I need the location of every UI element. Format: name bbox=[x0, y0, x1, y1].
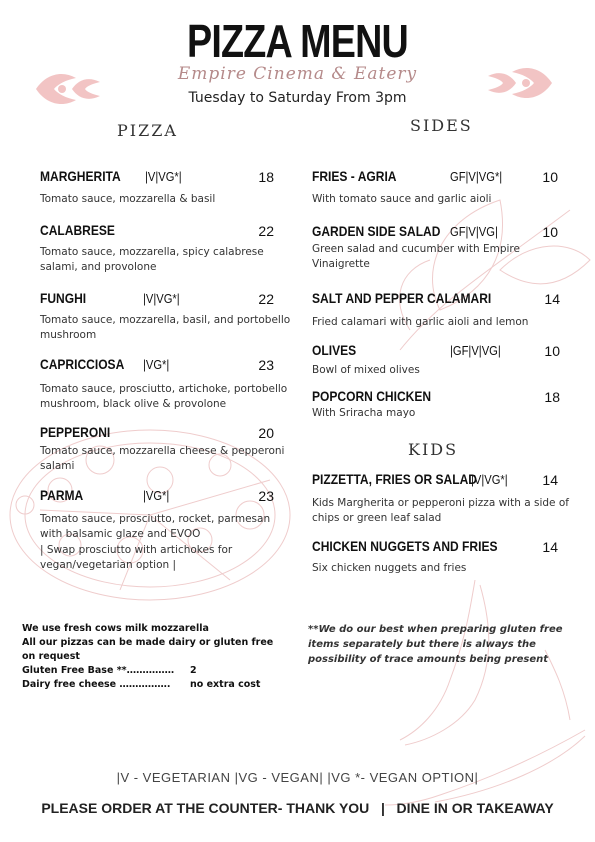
item-price: 14 bbox=[542, 539, 558, 555]
item-description: Tomato sauce, mozzarella cheese & pepperoni salami bbox=[40, 445, 285, 472]
page-title: PIZZA MENU bbox=[187, 15, 408, 67]
item-name: PARMA bbox=[40, 487, 84, 503]
opening-hours: Tuesday to Saturday From 3pm bbox=[188, 90, 407, 106]
item-description: Tomato sauce, prosciutto, rocket, parmesan with balsamic glaze and EVOO bbox=[40, 513, 271, 540]
item-description: Six chicken nuggets and fries bbox=[312, 562, 467, 574]
dietary-tags: |GF|V|VG| bbox=[450, 343, 501, 358]
item-description: Tomato sauce, mozzarella, spicy calabrese salami, and provolone bbox=[40, 246, 264, 273]
item-description: Bowl of mixed olives bbox=[312, 364, 420, 376]
item-name: OLIVES bbox=[312, 342, 357, 358]
dairy-free-cheese-price: no extra cost bbox=[190, 679, 261, 690]
item-name: FUNGHI bbox=[40, 290, 87, 306]
item-description: With tomato sauce and garlic aioli bbox=[312, 193, 492, 205]
item-description: Kids Margherita or pepperoni pizza with a side of chips or green leaf salad bbox=[312, 497, 569, 524]
item-name: POPCORN CHICKEN bbox=[312, 388, 432, 404]
item-name: SALT AND PEPPER CALAMARI bbox=[312, 290, 492, 306]
item-price: 18 bbox=[544, 389, 560, 405]
dietary-tags: |VG*| bbox=[143, 357, 170, 372]
section-heading-sides: SIDES bbox=[410, 116, 473, 135]
item-price: 20 bbox=[258, 425, 274, 441]
item-price: 22 bbox=[258, 291, 274, 307]
item-price: 10 bbox=[542, 169, 558, 185]
item-name: CHICKEN NUGGETS AND FRIES bbox=[312, 538, 498, 554]
item-price: 23 bbox=[258, 357, 274, 373]
order-instructions: PLEASE ORDER AT THE COUNTER- THANK YOU | DINE IN OR TAKEAWAY bbox=[41, 800, 554, 816]
item-description: Fried calamari with garlic aioli and lemon bbox=[312, 316, 529, 328]
dietary-legend: |V - VEGETARIAN |VG - VEGAN| |VG *- VEGAN OPTION| bbox=[116, 770, 479, 785]
item-swap-note: | Swap prosciutto with artichokes for vegan/vegetarian option | bbox=[40, 544, 233, 571]
mozzarella-note: We use fresh cows milk mozzarella bbox=[22, 623, 209, 634]
item-price: 14 bbox=[542, 472, 558, 488]
dietary-tags: |VG*| bbox=[143, 488, 170, 503]
section-heading-kids: KIDS bbox=[408, 440, 459, 459]
item-name: GARDEN SIDE SALAD bbox=[312, 223, 441, 239]
gluten-free-base-label: Gluten Free Base **…………… bbox=[22, 665, 175, 676]
dietary-tags: |V|VG*| bbox=[471, 472, 508, 487]
dietary-tags: GF|V|VG*| bbox=[450, 169, 503, 184]
item-description: Tomato sauce, mozzarella, basil, and portobello mushroom bbox=[40, 314, 291, 341]
item-price: 23 bbox=[258, 488, 274, 504]
item-price: 18 bbox=[258, 169, 274, 185]
gluten-free-disclaimer: **We do our best when preparing gluten free items separately but there is always the possibility of trace amounts being present bbox=[308, 624, 563, 665]
item-description: Green salad and cucumber with Empire Vinaigrette bbox=[312, 243, 520, 270]
item-name: CALABRESE bbox=[40, 222, 115, 238]
item-price: 10 bbox=[544, 343, 560, 359]
item-name: PEPPERONI bbox=[40, 424, 111, 440]
item-name: CAPRICCIOSA bbox=[40, 356, 125, 372]
dietary-tags: |V|VG*| bbox=[143, 291, 180, 306]
section-heading-pizza: PIZZA bbox=[117, 121, 178, 140]
dietary-tags: GF|V|VG| bbox=[450, 224, 498, 239]
item-price: 10 bbox=[542, 224, 558, 240]
item-description: Tomato sauce, prosciutto, artichoke, portobello mushroom, black olive & provolone bbox=[40, 383, 288, 410]
item-name: MARGHERITA bbox=[40, 168, 121, 184]
venue-name: Empire Cinema & Eatery bbox=[177, 64, 418, 84]
item-description: Tomato sauce, mozzarella & basil bbox=[40, 193, 216, 205]
item-price: 22 bbox=[258, 223, 274, 239]
gluten-free-base-price: 2 bbox=[190, 665, 197, 676]
item-price: 14 bbox=[544, 291, 560, 307]
dietary-tags: |V|VG*| bbox=[145, 169, 182, 184]
item-description: With Sriracha mayo bbox=[312, 407, 416, 419]
dairy-free-cheese-label: Dairy free cheese ……………. bbox=[22, 679, 171, 690]
item-name: FRIES - AGRIA bbox=[312, 168, 397, 184]
dairy-gluten-note: All our pizzas can be made dairy or gluten free on request bbox=[22, 637, 274, 662]
item-name: PIZZETTA, FRIES OR SALAD bbox=[312, 471, 477, 487]
